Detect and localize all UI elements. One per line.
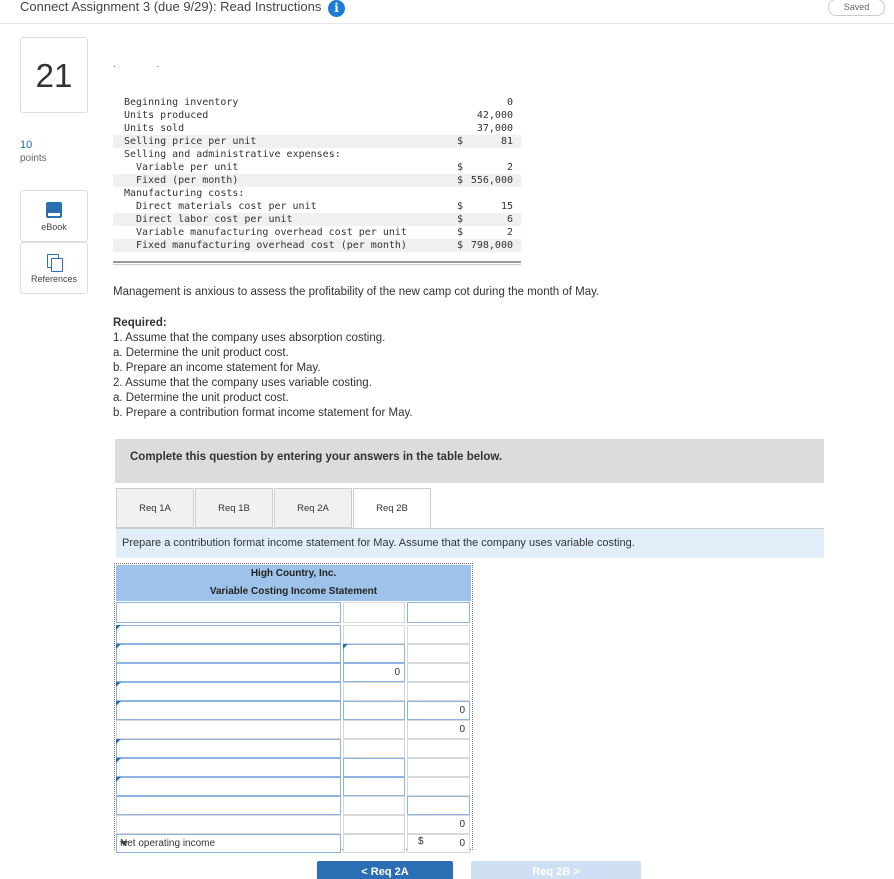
- amount-cell: [343, 682, 405, 701]
- previous-req-button[interactable]: < Req 2A: [317, 861, 453, 879]
- complete-text: Complete this question by entering your answers in the table below.: [130, 451, 503, 463]
- table-row: Beginning inventory 0: [124, 97, 513, 108]
- required-line: a. Determine the unit product cost.: [113, 392, 289, 404]
- amount-cell: [407, 739, 470, 758]
- label-input[interactable]: [116, 758, 341, 777]
- required-line: b. Prepare an income statement for May.: [113, 362, 321, 374]
- amount-value: 0: [394, 667, 400, 678]
- amount-cell: [407, 777, 470, 796]
- amount-cell: [343, 602, 405, 623]
- label-input[interactable]: [116, 602, 341, 623]
- table-row: Selling price per unit $ 81: [113, 135, 521, 148]
- amount-cell: [343, 720, 405, 739]
- top-bar: [0, 0, 894, 24]
- table-row: Manufacturing costs:: [124, 188, 245, 199]
- ebook-label: eBook: [41, 222, 67, 232]
- amount-cell: [407, 644, 470, 663]
- required-line: b. Prepare a contribution format income statement for May.: [113, 407, 413, 419]
- decorative-dots: ··: [113, 61, 200, 72]
- amount-value: 0: [459, 724, 465, 735]
- label-cell: [116, 815, 341, 834]
- question-number: 21: [20, 37, 88, 113]
- amount-cell: [407, 720, 470, 739]
- label-input[interactable]: [116, 739, 341, 758]
- table-row: Units produced 42,000: [124, 110, 513, 121]
- copy-pages-icon: [46, 254, 62, 270]
- tab-req-1b[interactable]: Req 1B: [195, 488, 273, 528]
- required-heading: Required:: [113, 317, 167, 329]
- amount-input[interactable]: [407, 602, 470, 623]
- amount-cell: [407, 663, 470, 682]
- amount-cell: [343, 739, 405, 758]
- amount-cell: [407, 834, 470, 853]
- points-label: points: [20, 153, 47, 164]
- company-name: High Country, Inc.: [250, 568, 337, 579]
- points-value: 10: [20, 139, 33, 151]
- table-row: Units sold 37,000: [124, 123, 513, 134]
- table-row: Fixed (per month) $ 556,000: [113, 174, 521, 187]
- amount-input[interactable]: [343, 777, 405, 796]
- amount-cell: [343, 796, 405, 815]
- amount-cell: [343, 834, 405, 853]
- next-req-button[interactable]: Req 2B >: [471, 861, 641, 879]
- complete-question-banner: [115, 439, 824, 483]
- amount-cell: [343, 815, 405, 834]
- instruction-text: Prepare a contribution format income statement for May. Assume that the company uses variable costing.: [122, 537, 635, 549]
- label-input[interactable]: [116, 796, 341, 815]
- amount-input[interactable]: [343, 701, 405, 720]
- table-row: Direct labor cost per unit $ 6: [113, 213, 521, 226]
- chevron-down-icon: [120, 841, 128, 846]
- amount-cell: [407, 682, 470, 701]
- management-text: Management is anxious to assess the profitability of the new camp cot during the month of May.: [113, 286, 600, 298]
- required-line: 2. Assume that the company uses variable costing.: [113, 377, 372, 389]
- amount-input[interactable]: [407, 796, 470, 815]
- instruction-bar: [116, 529, 824, 558]
- table-bottom-rule: [113, 261, 521, 265]
- amount-input[interactable]: [343, 663, 405, 682]
- label-input[interactable]: [116, 663, 341, 682]
- label-input[interactable]: [116, 701, 341, 720]
- statement-header: [116, 565, 471, 601]
- tab-req-2a[interactable]: Req 2A: [274, 488, 352, 528]
- label-input[interactable]: [116, 644, 341, 663]
- net-operating-income-value: 0: [459, 838, 465, 849]
- tab-req-1a[interactable]: Req 1A: [116, 488, 194, 528]
- amount-cell: [407, 815, 470, 834]
- required-line: 1. Assume that the company uses absorption costing.: [113, 332, 386, 344]
- references-button[interactable]: [20, 242, 88, 294]
- tab-req-2b[interactable]: Req 2B: [353, 488, 431, 529]
- amount-value: 0: [459, 705, 465, 716]
- table-row: Variable per unit $ 2: [136, 162, 513, 173]
- amount-cell: [407, 625, 470, 644]
- amount-value: 0: [459, 819, 465, 830]
- ebook-button[interactable]: [20, 190, 88, 242]
- amount-cell: [343, 625, 405, 644]
- amount-input[interactable]: [407, 701, 470, 720]
- assignment-title: Connect Assignment 3 (due 9/29): Read Instructions: [20, 0, 322, 14]
- amount-cell: [407, 758, 470, 777]
- label-input[interactable]: [116, 777, 341, 796]
- required-line: a. Determine the unit product cost.: [113, 347, 289, 359]
- net-operating-income-currency: $: [418, 836, 424, 847]
- table-row: Variable manufacturing overhead cost per unit $ 2: [136, 227, 513, 238]
- saved-badge: Saved: [828, 0, 885, 16]
- given-data-table: [113, 96, 521, 252]
- info-icon[interactable]: i: [328, 0, 345, 17]
- table-row: Fixed manufacturing overhead cost (per month) $ 798,000: [113, 239, 521, 252]
- label-input[interactable]: [116, 682, 341, 701]
- amount-input[interactable]: [343, 644, 405, 663]
- amount-input[interactable]: [343, 758, 405, 777]
- statement-title: Variable Costing Income Statement: [209, 586, 378, 597]
- label-cell: [116, 720, 341, 739]
- net-operating-income-label: Net operating income: [120, 838, 216, 849]
- book-icon: [46, 202, 62, 218]
- label-input[interactable]: [116, 625, 341, 644]
- table-row: Selling and administrative expenses:: [124, 149, 341, 160]
- references-label: References: [30, 274, 78, 284]
- table-row: Direct materials cost per unit $ 15: [136, 201, 513, 212]
- net-operating-income-select[interactable]: [116, 834, 341, 853]
